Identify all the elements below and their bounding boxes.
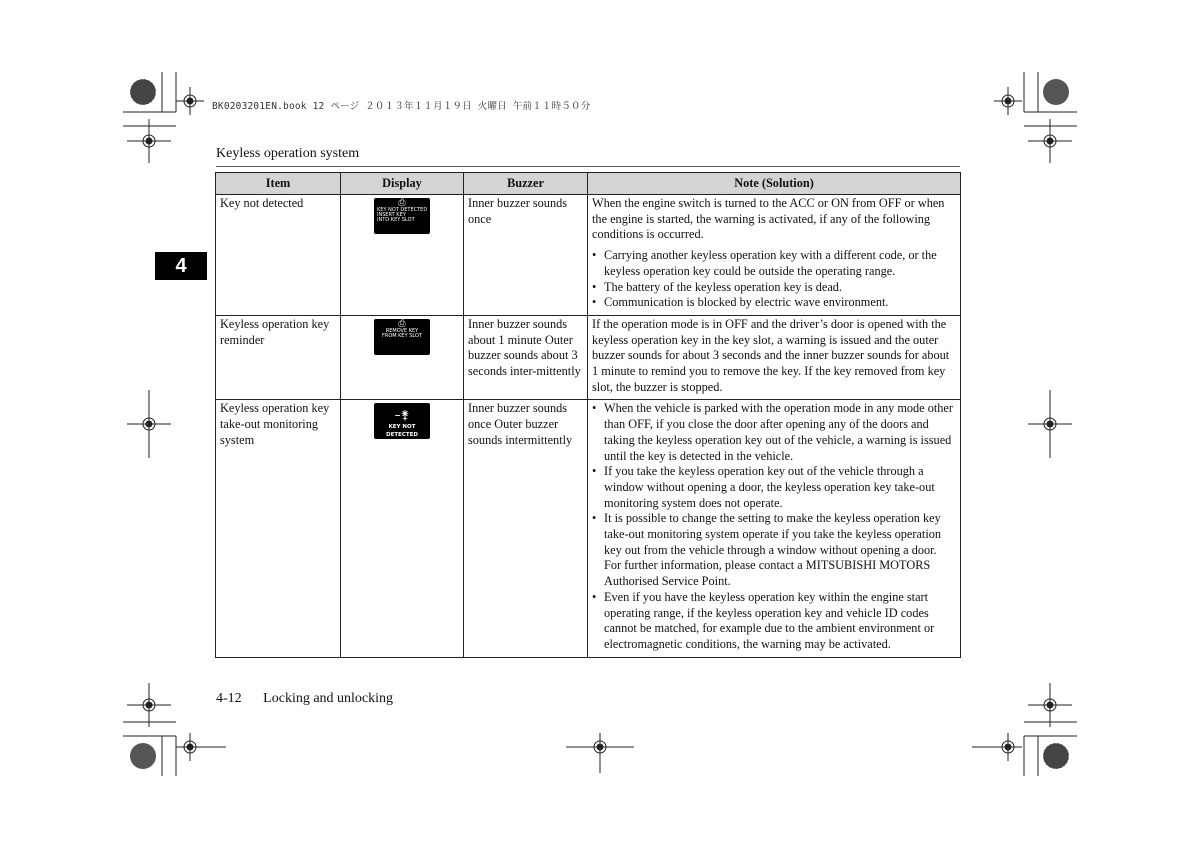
item-cell: Key not detected: [216, 195, 341, 316]
title-divider: [216, 166, 960, 167]
display-cell: [341, 195, 464, 316]
display-line: FROM KEY SLOT: [381, 333, 423, 340]
page-footer: [216, 691, 393, 707]
display-line: INSERT KEY: [377, 212, 406, 219]
table-row: [216, 315, 961, 400]
display-line: INTO KEY SLOT: [377, 217, 415, 224]
buzzer-cell: Inner buzzer sounds once Outer buzzer sounds intermittently: [464, 400, 588, 657]
note-cell: [588, 315, 961, 400]
note-bullet: • Carrying another keyless operation key with a different code, or the keyless operation key could be outside the operating range.: [592, 248, 956, 279]
display-cell: [341, 400, 464, 657]
display-screen: [374, 198, 430, 234]
key-slot-icon: ⎙: [398, 198, 406, 208]
key-icon: –⚵: [394, 408, 410, 423]
note-cell: [588, 400, 961, 657]
key-slot-icon: ⎙: [398, 318, 406, 329]
table-row: [216, 195, 961, 316]
warning-table: [215, 172, 961, 658]
table-row: [216, 400, 961, 657]
note-cell: [588, 195, 961, 316]
note-bullet: • The battery of the keyless operation key is dead.: [592, 280, 956, 296]
display-line: REMOVE KEY: [385, 327, 419, 334]
display-screen: [374, 319, 430, 355]
column-header-note: Note (Solution): [588, 173, 961, 195]
buzzer-cell: Inner buzzer sounds once: [464, 195, 588, 316]
table-header-row: [216, 173, 961, 195]
display-line: KEY NOT DETECTED: [386, 424, 418, 439]
display-screen: [374, 403, 430, 439]
buzzer-cell: Inner buzzer sounds about 1 minute Outer buzzer sounds about 3 seconds inter-mittently: [464, 315, 588, 400]
print-header: BK0203201EN.book 12 ページ ２０１３年１１月１９日 火曜日 午前１１時５０分: [212, 101, 591, 112]
note-text: When the engine switch is turned to the ACC or ON from OFF or when the engine is started, the warning is activated, if any of the following conditions is occurred.: [592, 196, 945, 242]
item-cell: Keyless operation key take-out monitoring system: [216, 400, 341, 657]
chapter-title: Locking and unlocking: [263, 691, 394, 706]
note-text: If the operation mode is in OFF and the driver’s door is opened with the keyless operation key in the key slot, a warning is issued and the outer buzzer sounds for about 3 seconds and the inner buzzer sounds for about 1 minute to remind you to remove the key. If the key removed from key slot, the buzzer is stopped.: [592, 316, 950, 394]
chapter-tab: 4: [155, 252, 207, 280]
section-title: Keyless operation system: [216, 146, 360, 161]
note-bullet: • Even if you have the keyless operation key within the engine start operating range, if the keyless operation key and vehicle ID codes cannot be matched, for example due to the ambient environment or electromagnetic conditions, the warning may be activated.: [592, 590, 956, 653]
note-bullet: • Communication is blocked by electric wave environment.: [592, 295, 956, 311]
column-header-display: Display: [341, 173, 464, 195]
note-bullet-list: [592, 401, 956, 652]
column-header-buzzer: Buzzer: [464, 173, 588, 195]
column-header-item: Item: [216, 173, 341, 195]
page-number: 4-12: [216, 691, 242, 706]
note-bullet: • If you take the keyless operation key out of the vehicle through a window without opening a door, the keyless operation key take-out monitoring system does not operate.: [592, 464, 956, 511]
note-bullet-list: [592, 248, 956, 311]
display-line: KEY NOT DETECTED: [377, 207, 428, 213]
note-bullet: • It is possible to change the setting to make the keyless operation key take-out monitoring system operate if you take the keyless operation key out from the vehicle through a window without opening a door. For further information, please contact a MITSUBISHI MOTORS Authorised Service Point.: [592, 511, 956, 590]
display-cell: [341, 315, 464, 400]
note-bullet: • When the vehicle is parked with the operation mode in any mode other than OFF, if you close the door after opening any of the doors and taking the keyless operation key out of the vehicle, a warning is issued until the key is detected in the vehicle.: [592, 401, 956, 464]
item-cell: Keyless operation key reminder: [216, 315, 341, 400]
